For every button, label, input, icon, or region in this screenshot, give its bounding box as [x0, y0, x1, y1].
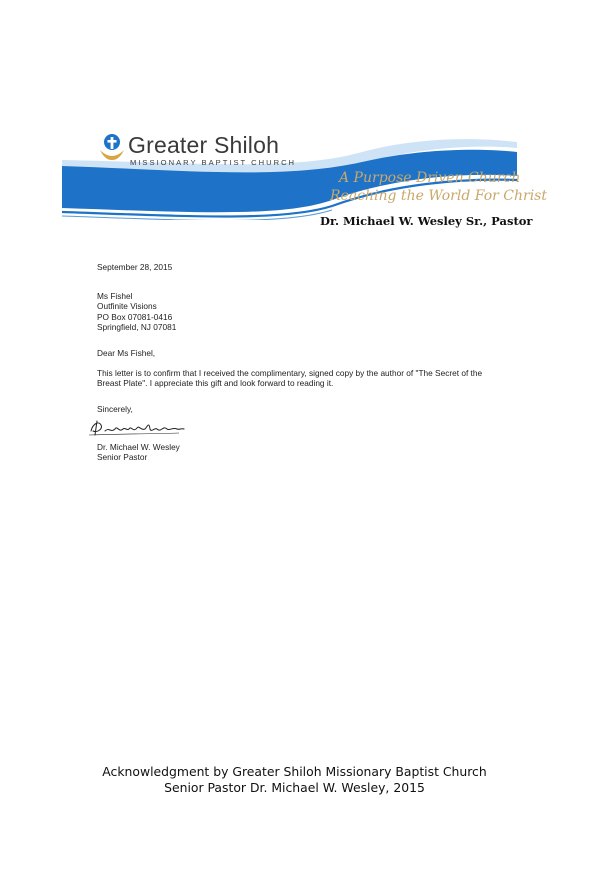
church-logo-icon [98, 132, 126, 162]
recipient-address [97, 291, 176, 332]
church-name: Greater Shiloh [128, 132, 280, 158]
signer-title: Senior Pastor [97, 452, 148, 462]
letter-paragraph: This letter is to confirm that I received the complimentary, signed copy by the author of "The Secret of the Breast Plate". I appreciate this gift and look forward to reading it. [97, 368, 483, 389]
address-line: Springfield, NJ 07081 [97, 321, 177, 332]
motto-line-2: Reaching the World For Christ [330, 188, 547, 204]
caption-line-2: Senior Pastor Dr. Michael W. Wesley, 2015 [164, 780, 425, 795]
church-subtitle: MISSIONARY BAPTIST CHURCH [130, 158, 297, 167]
letterhead [62, 128, 547, 228]
address-line: Ms Fishel [97, 291, 133, 301]
signer-name: Dr. Michael W. Wesley [97, 442, 180, 452]
address-line: PO Box 07081-0416 [97, 311, 173, 322]
letter-closing: Sincerely, [97, 404, 133, 414]
address-line: Outfinite Visions [97, 301, 157, 312]
document-caption [0, 764, 589, 796]
letterhead-pastor: Dr. Michael W. Wesley Sr., Pastor [320, 214, 533, 228]
handwritten-signature [87, 417, 187, 439]
motto-line-1: A Purpose Driven Church [339, 170, 521, 186]
letter-greeting: Dear Ms Fishel, [97, 348, 156, 358]
letter-date: September 28, 2015 [97, 262, 173, 272]
caption-line-1: Acknowledgment by Greater Shiloh Missionary Baptist Church [102, 764, 487, 779]
